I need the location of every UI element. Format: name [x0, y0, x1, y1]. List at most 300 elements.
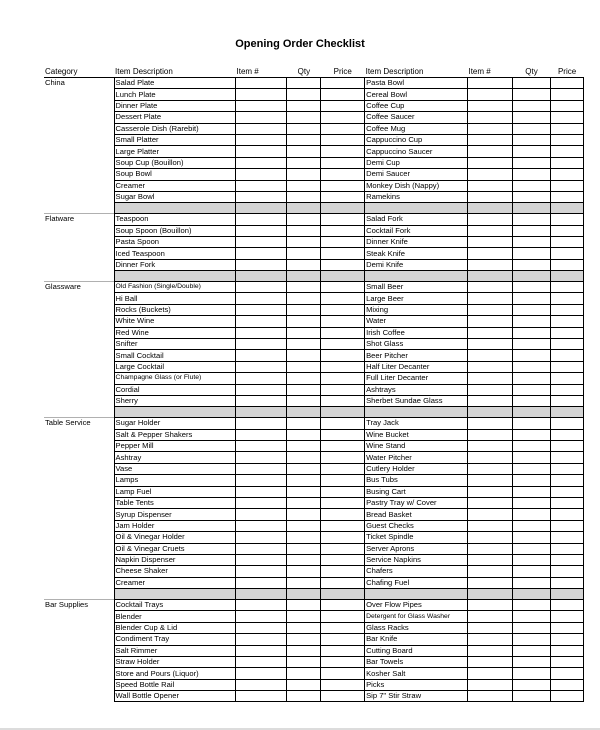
- item-number-cell-2[interactable]: [467, 293, 512, 304]
- qty-cell[interactable]: [287, 134, 321, 145]
- item-number-cell[interactable]: [236, 554, 287, 565]
- price-cell-2[interactable]: [551, 395, 584, 406]
- item-number-cell-2[interactable]: [467, 475, 512, 486]
- qty-cell[interactable]: [287, 543, 321, 554]
- item-number-cell[interactable]: [236, 463, 287, 474]
- item-number-cell[interactable]: [236, 282, 287, 293]
- qty-cell-2[interactable]: [512, 554, 550, 565]
- price-cell[interactable]: [321, 543, 365, 554]
- item-number-cell-2[interactable]: [467, 452, 512, 463]
- qty-cell[interactable]: [287, 259, 321, 270]
- item-number-cell[interactable]: [236, 338, 287, 349]
- item-number-cell-2[interactable]: [467, 384, 512, 395]
- price-cell[interactable]: [321, 293, 365, 304]
- qty-cell-2[interactable]: [512, 112, 550, 123]
- qty-cell[interactable]: [287, 429, 321, 440]
- item-number-cell-2[interactable]: [467, 304, 512, 315]
- item-number-cell[interactable]: [236, 89, 287, 100]
- qty-cell[interactable]: [287, 327, 321, 338]
- price-cell[interactable]: [321, 429, 365, 440]
- qty-cell-2[interactable]: [512, 577, 550, 588]
- item-number-cell[interactable]: [236, 248, 287, 259]
- qty-cell[interactable]: [287, 123, 321, 134]
- item-number-cell-2[interactable]: [467, 532, 512, 543]
- qty-cell-2[interactable]: [512, 191, 550, 202]
- qty-cell[interactable]: [287, 441, 321, 452]
- price-cell[interactable]: [321, 338, 365, 349]
- item-number-cell[interactable]: [236, 169, 287, 180]
- price-cell-2[interactable]: [551, 327, 584, 338]
- qty-cell[interactable]: [287, 599, 321, 610]
- price-cell[interactable]: [321, 577, 365, 588]
- price-cell[interactable]: [321, 89, 365, 100]
- price-cell[interactable]: [321, 645, 365, 656]
- price-cell[interactable]: [321, 532, 365, 543]
- price-cell[interactable]: [321, 304, 365, 315]
- qty-cell[interactable]: [287, 532, 321, 543]
- qty-cell[interactable]: [287, 304, 321, 315]
- item-number-cell[interactable]: [236, 656, 287, 667]
- price-cell[interactable]: [321, 282, 365, 293]
- qty-cell-2[interactable]: [512, 668, 550, 679]
- qty-cell-2[interactable]: [512, 520, 550, 531]
- item-number-cell-2[interactable]: [467, 622, 512, 633]
- item-number-cell[interactable]: [236, 259, 287, 270]
- qty-cell-2[interactable]: [512, 463, 550, 474]
- item-number-cell[interactable]: [236, 123, 287, 134]
- price-cell-2[interactable]: [551, 214, 584, 225]
- item-number-cell-2[interactable]: [467, 599, 512, 610]
- price-cell-2[interactable]: [551, 599, 584, 610]
- price-cell-2[interactable]: [551, 361, 584, 372]
- price-cell[interactable]: [321, 327, 365, 338]
- item-number-cell-2[interactable]: [467, 361, 512, 372]
- qty-cell[interactable]: [287, 520, 321, 531]
- price-cell-2[interactable]: [551, 373, 584, 384]
- item-number-cell[interactable]: [236, 316, 287, 327]
- qty-cell-2[interactable]: [512, 304, 550, 315]
- price-cell-2[interactable]: [551, 123, 584, 134]
- item-number-cell-2[interactable]: [467, 157, 512, 168]
- price-cell[interactable]: [321, 611, 365, 622]
- qty-cell-2[interactable]: [512, 384, 550, 395]
- price-cell[interactable]: [321, 509, 365, 520]
- qty-cell-2[interactable]: [512, 429, 550, 440]
- item-number-cell-2[interactable]: [467, 656, 512, 667]
- qty-cell[interactable]: [287, 384, 321, 395]
- item-number-cell-2[interactable]: [467, 180, 512, 191]
- price-cell[interactable]: [321, 622, 365, 633]
- price-cell[interactable]: [321, 395, 365, 406]
- qty-cell-2[interactable]: [512, 361, 550, 372]
- qty-cell[interactable]: [287, 236, 321, 247]
- qty-cell-2[interactable]: [512, 89, 550, 100]
- qty-cell-2[interactable]: [512, 282, 550, 293]
- qty-cell-2[interactable]: [512, 486, 550, 497]
- item-number-cell[interactable]: [236, 486, 287, 497]
- item-number-cell-2[interactable]: [467, 611, 512, 622]
- item-number-cell-2[interactable]: [467, 543, 512, 554]
- qty-cell[interactable]: [287, 691, 321, 702]
- price-cell-2[interactable]: [551, 429, 584, 440]
- price-cell[interactable]: [321, 350, 365, 361]
- item-number-cell[interactable]: [236, 180, 287, 191]
- item-number-cell-2[interactable]: [467, 373, 512, 384]
- price-cell[interactable]: [321, 248, 365, 259]
- price-cell-2[interactable]: [551, 134, 584, 145]
- qty-cell[interactable]: [287, 169, 321, 180]
- price-cell-2[interactable]: [551, 169, 584, 180]
- item-number-cell-2[interactable]: [467, 236, 512, 247]
- qty-cell-2[interactable]: [512, 475, 550, 486]
- item-number-cell[interactable]: [236, 361, 287, 372]
- item-number-cell[interactable]: [236, 622, 287, 633]
- qty-cell-2[interactable]: [512, 316, 550, 327]
- item-number-cell-2[interactable]: [467, 338, 512, 349]
- qty-cell[interactable]: [287, 350, 321, 361]
- qty-cell[interactable]: [287, 282, 321, 293]
- price-cell-2[interactable]: [551, 463, 584, 474]
- item-number-cell-2[interactable]: [467, 486, 512, 497]
- item-number-cell[interactable]: [236, 566, 287, 577]
- qty-cell[interactable]: [287, 475, 321, 486]
- qty-cell[interactable]: [287, 622, 321, 633]
- price-cell-2[interactable]: [551, 691, 584, 702]
- qty-cell[interactable]: [287, 180, 321, 191]
- price-cell[interactable]: [321, 566, 365, 577]
- item-number-cell[interactable]: [236, 441, 287, 452]
- item-number-cell[interactable]: [236, 418, 287, 429]
- item-number-cell-2[interactable]: [467, 679, 512, 690]
- price-cell-2[interactable]: [551, 622, 584, 633]
- item-number-cell[interactable]: [236, 668, 287, 679]
- item-number-cell-2[interactable]: [467, 134, 512, 145]
- qty-cell-2[interactable]: [512, 543, 550, 554]
- price-cell[interactable]: [321, 236, 365, 247]
- price-cell[interactable]: [321, 373, 365, 384]
- price-cell-2[interactable]: [551, 543, 584, 554]
- qty-cell-2[interactable]: [512, 100, 550, 111]
- price-cell-2[interactable]: [551, 577, 584, 588]
- qty-cell-2[interactable]: [512, 350, 550, 361]
- price-cell-2[interactable]: [551, 554, 584, 565]
- qty-cell-2[interactable]: [512, 373, 550, 384]
- qty-cell-2[interactable]: [512, 691, 550, 702]
- item-number-cell[interactable]: [236, 497, 287, 508]
- item-number-cell-2[interactable]: [467, 316, 512, 327]
- price-cell[interactable]: [321, 384, 365, 395]
- item-number-cell[interactable]: [236, 236, 287, 247]
- item-number-cell[interactable]: [236, 146, 287, 157]
- price-cell-2[interactable]: [551, 520, 584, 531]
- item-number-cell[interactable]: [236, 225, 287, 236]
- price-cell-2[interactable]: [551, 668, 584, 679]
- qty-cell-2[interactable]: [512, 611, 550, 622]
- item-number-cell-2[interactable]: [467, 78, 512, 89]
- qty-cell[interactable]: [287, 373, 321, 384]
- price-cell[interactable]: [321, 634, 365, 645]
- qty-cell-2[interactable]: [512, 395, 550, 406]
- price-cell-2[interactable]: [551, 497, 584, 508]
- qty-cell-2[interactable]: [512, 679, 550, 690]
- item-number-cell[interactable]: [236, 395, 287, 406]
- qty-cell-2[interactable]: [512, 293, 550, 304]
- price-cell[interactable]: [321, 316, 365, 327]
- qty-cell-2[interactable]: [512, 259, 550, 270]
- item-number-cell-2[interactable]: [467, 497, 512, 508]
- price-cell-2[interactable]: [551, 634, 584, 645]
- price-cell[interactable]: [321, 691, 365, 702]
- qty-cell[interactable]: [287, 316, 321, 327]
- price-cell[interactable]: [321, 259, 365, 270]
- price-cell-2[interactable]: [551, 384, 584, 395]
- item-number-cell[interactable]: [236, 634, 287, 645]
- price-cell[interactable]: [321, 475, 365, 486]
- price-cell[interactable]: [321, 123, 365, 134]
- qty-cell-2[interactable]: [512, 599, 550, 610]
- price-cell-2[interactable]: [551, 316, 584, 327]
- qty-cell-2[interactable]: [512, 214, 550, 225]
- price-cell[interactable]: [321, 134, 365, 145]
- qty-cell-2[interactable]: [512, 532, 550, 543]
- price-cell-2[interactable]: [551, 78, 584, 89]
- qty-cell-2[interactable]: [512, 236, 550, 247]
- item-number-cell-2[interactable]: [467, 214, 512, 225]
- price-cell[interactable]: [321, 679, 365, 690]
- qty-cell[interactable]: [287, 452, 321, 463]
- qty-cell[interactable]: [287, 634, 321, 645]
- qty-cell[interactable]: [287, 293, 321, 304]
- item-number-cell[interactable]: [236, 532, 287, 543]
- price-cell-2[interactable]: [551, 350, 584, 361]
- item-number-cell[interactable]: [236, 78, 287, 89]
- item-number-cell[interactable]: [236, 679, 287, 690]
- price-cell-2[interactable]: [551, 157, 584, 168]
- qty-cell[interactable]: [287, 214, 321, 225]
- item-number-cell[interactable]: [236, 520, 287, 531]
- item-number-cell-2[interactable]: [467, 441, 512, 452]
- qty-cell[interactable]: [287, 191, 321, 202]
- item-number-cell-2[interactable]: [467, 100, 512, 111]
- price-cell[interactable]: [321, 361, 365, 372]
- item-number-cell-2[interactable]: [467, 554, 512, 565]
- item-number-cell[interactable]: [236, 429, 287, 440]
- qty-cell[interactable]: [287, 611, 321, 622]
- item-number-cell-2[interactable]: [467, 577, 512, 588]
- price-cell[interactable]: [321, 169, 365, 180]
- qty-cell[interactable]: [287, 486, 321, 497]
- item-number-cell-2[interactable]: [467, 668, 512, 679]
- item-number-cell-2[interactable]: [467, 327, 512, 338]
- item-number-cell-2[interactable]: [467, 350, 512, 361]
- price-cell[interactable]: [321, 452, 365, 463]
- qty-cell-2[interactable]: [512, 248, 550, 259]
- item-number-cell[interactable]: [236, 452, 287, 463]
- price-cell-2[interactable]: [551, 418, 584, 429]
- price-cell-2[interactable]: [551, 656, 584, 667]
- qty-cell[interactable]: [287, 577, 321, 588]
- qty-cell-2[interactable]: [512, 180, 550, 191]
- qty-cell-2[interactable]: [512, 338, 550, 349]
- price-cell-2[interactable]: [551, 611, 584, 622]
- item-number-cell-2[interactable]: [467, 112, 512, 123]
- price-cell-2[interactable]: [551, 475, 584, 486]
- qty-cell-2[interactable]: [512, 146, 550, 157]
- item-number-cell-2[interactable]: [467, 463, 512, 474]
- price-cell-2[interactable]: [551, 112, 584, 123]
- qty-cell[interactable]: [287, 656, 321, 667]
- price-cell-2[interactable]: [551, 89, 584, 100]
- item-number-cell-2[interactable]: [467, 429, 512, 440]
- item-number-cell[interactable]: [236, 157, 287, 168]
- price-cell-2[interactable]: [551, 146, 584, 157]
- price-cell-2[interactable]: [551, 248, 584, 259]
- item-number-cell-2[interactable]: [467, 395, 512, 406]
- qty-cell[interactable]: [287, 463, 321, 474]
- item-number-cell[interactable]: [236, 112, 287, 123]
- price-cell[interactable]: [321, 157, 365, 168]
- qty-cell-2[interactable]: [512, 134, 550, 145]
- item-number-cell-2[interactable]: [467, 566, 512, 577]
- price-cell[interactable]: [321, 191, 365, 202]
- price-cell-2[interactable]: [551, 259, 584, 270]
- item-number-cell[interactable]: [236, 100, 287, 111]
- item-number-cell[interactable]: [236, 304, 287, 315]
- item-number-cell[interactable]: [236, 645, 287, 656]
- price-cell-2[interactable]: [551, 338, 584, 349]
- qty-cell-2[interactable]: [512, 123, 550, 134]
- qty-cell[interactable]: [287, 338, 321, 349]
- item-number-cell-2[interactable]: [467, 520, 512, 531]
- item-number-cell[interactable]: [236, 327, 287, 338]
- price-cell[interactable]: [321, 441, 365, 452]
- item-number-cell[interactable]: [236, 599, 287, 610]
- price-cell[interactable]: [321, 554, 365, 565]
- price-cell[interactable]: [321, 214, 365, 225]
- qty-cell-2[interactable]: [512, 566, 550, 577]
- qty-cell-2[interactable]: [512, 634, 550, 645]
- qty-cell[interactable]: [287, 554, 321, 565]
- item-number-cell[interactable]: [236, 384, 287, 395]
- price-cell-2[interactable]: [551, 486, 584, 497]
- item-number-cell[interactable]: [236, 373, 287, 384]
- price-cell-2[interactable]: [551, 645, 584, 656]
- price-cell-2[interactable]: [551, 452, 584, 463]
- item-number-cell[interactable]: [236, 577, 287, 588]
- item-number-cell[interactable]: [236, 293, 287, 304]
- item-number-cell-2[interactable]: [467, 418, 512, 429]
- price-cell[interactable]: [321, 78, 365, 89]
- item-number-cell-2[interactable]: [467, 645, 512, 656]
- price-cell-2[interactable]: [551, 509, 584, 520]
- item-number-cell[interactable]: [236, 214, 287, 225]
- qty-cell[interactable]: [287, 248, 321, 259]
- qty-cell[interactable]: [287, 497, 321, 508]
- qty-cell-2[interactable]: [512, 225, 550, 236]
- qty-cell[interactable]: [287, 112, 321, 123]
- qty-cell-2[interactable]: [512, 441, 550, 452]
- qty-cell-2[interactable]: [512, 509, 550, 520]
- price-cell[interactable]: [321, 100, 365, 111]
- price-cell[interactable]: [321, 486, 365, 497]
- qty-cell-2[interactable]: [512, 78, 550, 89]
- qty-cell-2[interactable]: [512, 157, 550, 168]
- item-number-cell[interactable]: [236, 509, 287, 520]
- price-cell[interactable]: [321, 112, 365, 123]
- price-cell[interactable]: [321, 225, 365, 236]
- qty-cell-2[interactable]: [512, 497, 550, 508]
- item-number-cell-2[interactable]: [467, 123, 512, 134]
- qty-cell[interactable]: [287, 89, 321, 100]
- item-number-cell-2[interactable]: [467, 89, 512, 100]
- price-cell-2[interactable]: [551, 293, 584, 304]
- qty-cell[interactable]: [287, 395, 321, 406]
- price-cell-2[interactable]: [551, 225, 584, 236]
- qty-cell[interactable]: [287, 225, 321, 236]
- qty-cell-2[interactable]: [512, 418, 550, 429]
- price-cell-2[interactable]: [551, 304, 584, 315]
- qty-cell[interactable]: [287, 146, 321, 157]
- item-number-cell-2[interactable]: [467, 191, 512, 202]
- price-cell[interactable]: [321, 599, 365, 610]
- qty-cell[interactable]: [287, 645, 321, 656]
- item-number-cell[interactable]: [236, 611, 287, 622]
- price-cell[interactable]: [321, 656, 365, 667]
- qty-cell-2[interactable]: [512, 452, 550, 463]
- qty-cell-2[interactable]: [512, 656, 550, 667]
- item-number-cell[interactable]: [236, 691, 287, 702]
- qty-cell-2[interactable]: [512, 169, 550, 180]
- item-number-cell-2[interactable]: [467, 169, 512, 180]
- price-cell-2[interactable]: [551, 180, 584, 191]
- price-cell[interactable]: [321, 497, 365, 508]
- item-number-cell-2[interactable]: [467, 225, 512, 236]
- item-number-cell[interactable]: [236, 475, 287, 486]
- item-number-cell[interactable]: [236, 543, 287, 554]
- qty-cell[interactable]: [287, 418, 321, 429]
- item-number-cell[interactable]: [236, 350, 287, 361]
- qty-cell-2[interactable]: [512, 327, 550, 338]
- item-number-cell-2[interactable]: [467, 259, 512, 270]
- qty-cell-2[interactable]: [512, 622, 550, 633]
- price-cell-2[interactable]: [551, 441, 584, 452]
- qty-cell[interactable]: [287, 100, 321, 111]
- price-cell-2[interactable]: [551, 532, 584, 543]
- qty-cell[interactable]: [287, 668, 321, 679]
- price-cell[interactable]: [321, 668, 365, 679]
- price-cell[interactable]: [321, 146, 365, 157]
- item-number-cell-2[interactable]: [467, 509, 512, 520]
- item-number-cell[interactable]: [236, 191, 287, 202]
- price-cell-2[interactable]: [551, 236, 584, 247]
- item-number-cell-2[interactable]: [467, 691, 512, 702]
- qty-cell[interactable]: [287, 157, 321, 168]
- price-cell[interactable]: [321, 463, 365, 474]
- item-number-cell-2[interactable]: [467, 248, 512, 259]
- item-number-cell[interactable]: [236, 134, 287, 145]
- price-cell[interactable]: [321, 180, 365, 191]
- qty-cell[interactable]: [287, 509, 321, 520]
- price-cell-2[interactable]: [551, 566, 584, 577]
- qty-cell[interactable]: [287, 566, 321, 577]
- item-number-cell-2[interactable]: [467, 146, 512, 157]
- price-cell-2[interactable]: [551, 282, 584, 293]
- price-cell[interactable]: [321, 418, 365, 429]
- price-cell-2[interactable]: [551, 679, 584, 690]
- item-number-cell-2[interactable]: [467, 634, 512, 645]
- qty-cell[interactable]: [287, 78, 321, 89]
- price-cell-2[interactable]: [551, 191, 584, 202]
